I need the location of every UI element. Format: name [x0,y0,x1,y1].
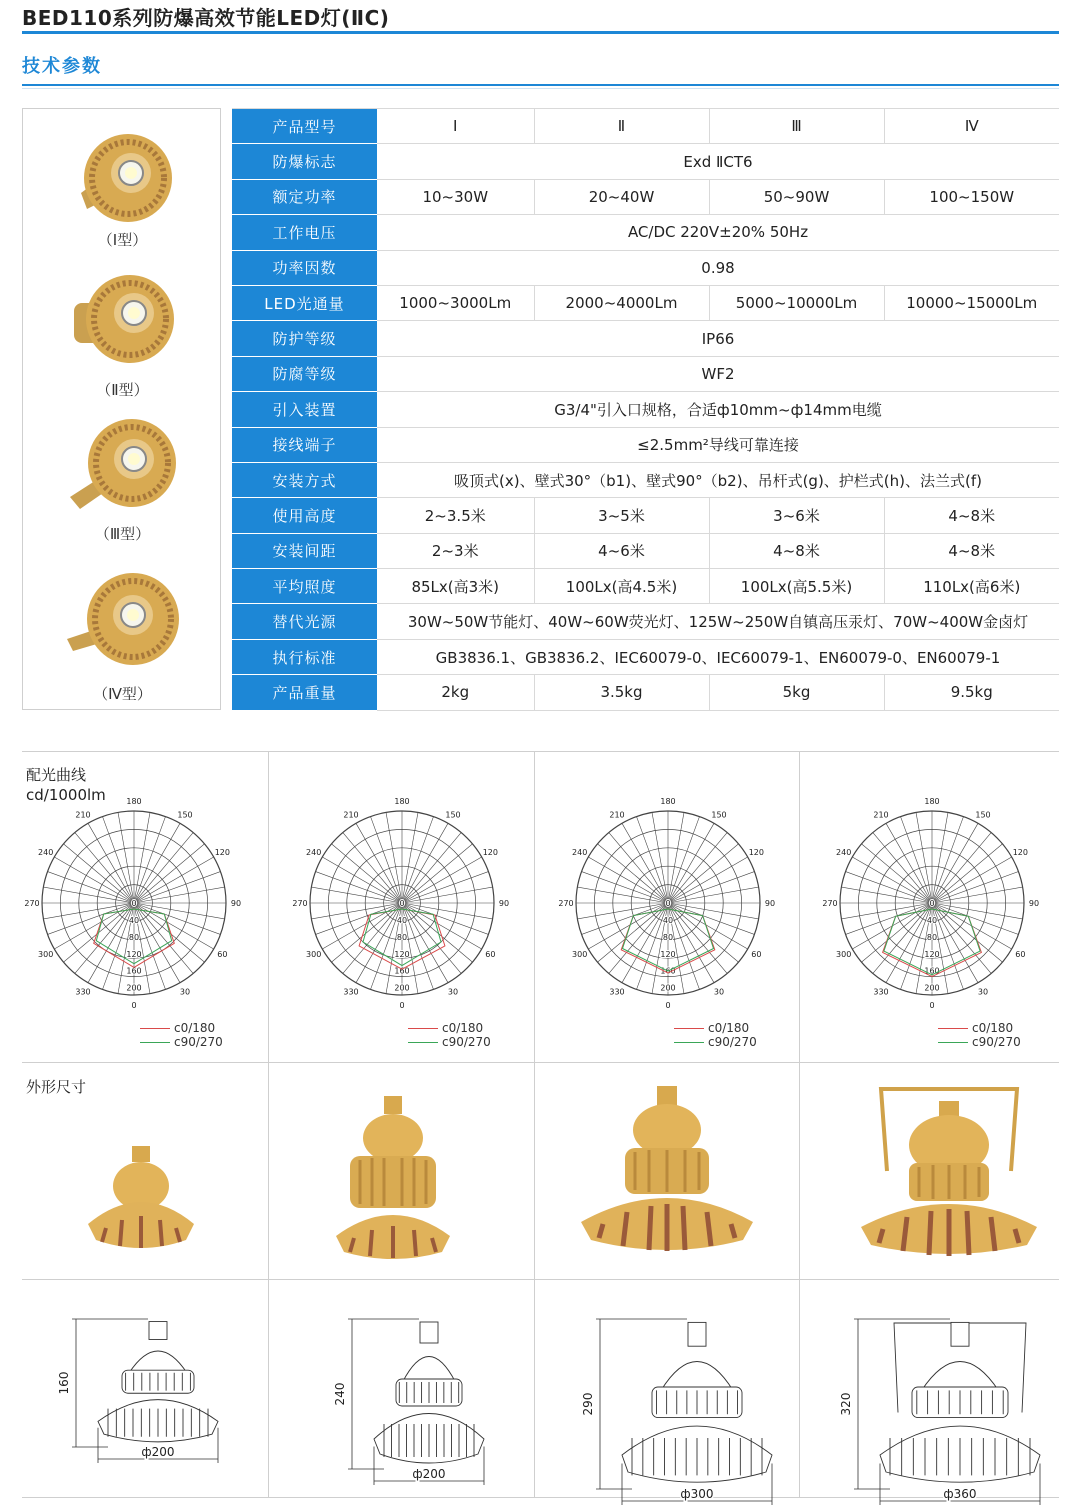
spec-cell: 5kg [709,675,884,710]
legend-swatch [938,1042,968,1043]
polar-chart-2 [292,797,512,1013]
polar-angle-label: 30 [713,987,725,997]
polar-angle-label: 30 [977,987,989,997]
dimension-drawing-3 [570,1291,795,1501]
polar-angle-label: 0 [131,1001,137,1010]
polar-angle-label: 30 [447,987,459,997]
spec-row-label: 引入装置 [232,392,377,427]
grid-rule-top [22,751,1059,752]
spec-row [232,498,1059,533]
polar-radial-label: 80 [396,932,408,942]
legend-row-c90 [938,1035,1021,1049]
polar-radial-label: 0 [399,899,405,908]
polar-angle-label: 150 [445,810,461,820]
polar-radial-label: 160 [394,966,410,976]
spec-cell: 50~90W [709,179,884,214]
polar-angle-label: 90 [1028,899,1040,908]
spec-cell: 110Lx(高6米) [884,569,1059,604]
polar-angle-label: 270 [24,899,40,908]
polar-radial-label: 120 [126,949,142,959]
polar-angle-label: 90 [764,899,776,908]
polar-radial-label: 40 [396,915,408,925]
polar-legend-2 [408,1021,491,1049]
polar-angle-label: 90 [498,899,510,908]
spec-row-label: 产品型号 [232,109,377,144]
polar-angle-label: 180 [924,797,940,806]
polar-radial-label: 80 [926,932,938,942]
spec-row-label: 工作电压 [232,215,377,250]
polar-angle-label: 120 [214,848,230,857]
legend-swatch [674,1042,704,1043]
polar-angle-label: 300 [572,950,588,959]
spec-cell: 20~40W [534,179,709,214]
grid-rule-bottom [22,1497,1059,1498]
spec-cell: 4~8米 [709,533,884,568]
spec-cell: 4~8米 [884,533,1059,568]
page-title: BED110系列防爆高效节能LED灯(ⅡC) [22,6,390,30]
legend-row-c90 [408,1035,491,1049]
polar-radial-label: 40 [662,915,674,925]
spec-cell: 10000~15000Lm [884,285,1059,320]
spec-cell: 4~8米 [884,498,1059,533]
spec-cell: Ⅰ [377,109,534,144]
legend-swatch [140,1042,170,1043]
polar-radial-label: 120 [660,949,676,959]
height-dimension-label: 320 [839,1392,853,1416]
legend-row-c0 [938,1021,1021,1035]
spec-row [232,427,1059,462]
polar-legend-1 [140,1021,223,1049]
polar-angle-label: 210 [343,810,359,820]
polar-radial-label: 80 [662,932,674,942]
polar-angle-label: 240 [572,848,588,857]
diameter-dimension-label: ф200 [141,1445,175,1459]
photometric-unit: cd/1000lm [26,786,106,804]
model-2-caption: （Ⅱ型） [96,381,149,399]
legend-row-c90 [140,1035,223,1049]
polar-radial-label: 40 [128,915,140,925]
legend-label: c90/270 [174,1035,223,1049]
model-images-panel [22,108,221,710]
height-dimension-label: 160 [57,1371,71,1395]
polar-chart-4 [822,797,1042,1013]
spec-row [232,675,1059,710]
legend-swatch [674,1028,704,1029]
spec-cell: 吸顶式(x)、壁式30°（b1)、壁式90°（b2)、吊杆式(g)、护栏式(h)、法兰式(f) [377,462,1059,497]
polar-radial-label: 160 [660,966,676,976]
spec-row-label: 执行标准 [232,639,377,674]
spec-cell: 2~3米 [377,533,534,568]
polar-radial-label: 160 [126,966,142,976]
spec-row-label: 产品重量 [232,675,377,710]
polar-radial-label: 200 [126,983,142,993]
polar-angle-label: 0 [929,1001,935,1010]
height-dimension-label: 290 [581,1392,595,1416]
dimension-drawing-2 [312,1291,512,1481]
polar-angle-label: 180 [660,797,676,806]
spec-row-label: 替代光源 [232,604,377,639]
dimension-drawing-4 [836,1291,1056,1501]
legend-swatch [140,1028,170,1029]
spec-row [232,321,1059,356]
lamp-outline [374,1322,484,1463]
polar-angle-label: 60 [751,950,762,959]
spec-row [232,569,1059,604]
polar-radial-label: 120 [924,949,940,959]
diameter-dimension-label: ф300 [680,1487,714,1501]
spec-cell: 100~150W [884,179,1059,214]
grid-col-rule-2 [534,751,535,1497]
polar-angle-label: 210 [873,810,889,820]
legend-row-c90 [674,1035,757,1049]
height-dimension-label: 240 [333,1382,347,1406]
spec-cell: G3/4"引入口规格，合适ф10mm~ф14mm电缆 [377,392,1059,427]
spec-row-label: 额定功率 [232,179,377,214]
model-1-caption: （Ⅰ型） [97,231,148,249]
polar-angle-label: 270 [558,899,574,908]
grid-col-rule-3 [799,751,800,1497]
polar-angle-label: 330 [873,987,889,997]
spec-cell: 5000~10000Lm [709,285,884,320]
polar-angle-label: 300 [306,950,322,959]
curves-and-dimensions-grid [22,751,1059,1499]
polar-angle-label: 330 [75,987,91,997]
polar-angle-label: 60 [217,950,228,959]
polar-angle-label: 150 [711,810,727,820]
polar-angle-label: 0 [399,1001,405,1010]
polar-angle-label: 0 [665,1001,671,1010]
legend-row-c0 [408,1021,491,1035]
polar-radial-label: 200 [394,983,410,993]
polar-angle-label: 270 [822,899,838,908]
polar-chart-1 [24,797,244,1013]
legend-label: c0/180 [174,1021,216,1035]
product-photo-2 [322,1096,462,1266]
polar-angle-label: 60 [1015,950,1026,959]
diameter-dimension-label: ф360 [943,1487,977,1501]
legend-label: c0/180 [972,1021,1014,1035]
spec-row [232,639,1059,674]
lamp-type-3-image [68,411,178,521]
lamp-outline [880,1322,1040,1482]
spec-cell: Ⅳ [884,109,1059,144]
polar-radial-label: 0 [929,899,935,908]
legend-label: c90/270 [972,1035,1021,1049]
lamp-type-4-image [63,563,183,681]
legend-label: c0/180 [442,1021,484,1035]
polar-angle-label: 150 [177,810,193,820]
dimension-drawing-1 [42,1291,242,1461]
spec-table [232,108,1059,711]
polar-radial-label: 0 [131,899,137,908]
polar-radial-label: 40 [926,915,938,925]
polar-angle-label: 300 [38,950,54,959]
polar-angle-label: 180 [126,797,142,806]
spec-cell: 100Lx(高4.5米) [534,569,709,604]
spec-row-label: 防爆标志 [232,144,377,179]
polar-angle-label: 240 [836,848,852,857]
section-divider-light [22,88,1059,89]
model-4 [23,563,222,704]
spec-cell: 4~6米 [534,533,709,568]
polar-angle-label: 150 [975,810,991,820]
lamp-type-2-image [68,267,178,377]
polar-chart-3 [558,797,778,1013]
model-2 [23,267,222,400]
model-4-caption: （Ⅳ型） [93,685,152,703]
polar-angle-label: 30 [179,987,191,997]
polar-angle-label: 120 [1012,848,1028,857]
polar-radial-label: 200 [924,983,940,993]
polar-angle-label: 60 [485,950,496,959]
spec-cell: AC/DC 220V±20% 50Hz [377,215,1059,250]
spec-row-label: LED光通量 [232,285,377,320]
spec-row-label: 防护等级 [232,321,377,356]
legend-row-c0 [140,1021,223,1035]
legend-row-c0 [674,1021,757,1035]
model-3-caption: （Ⅲ型） [94,525,151,543]
legend-swatch [408,1042,438,1043]
polar-angle-label: 240 [306,848,322,857]
polar-angle-label: 180 [394,797,410,806]
spec-cell: 30W~50W节能灯、40W~60W荧光灯、125W~250W自镇高压汞灯、70W~400W金卤灯 [377,604,1059,639]
spec-row [232,462,1059,497]
spec-cell: 100Lx(高5.5米) [709,569,884,604]
grid-rule-1 [22,1062,1059,1063]
spec-cell: 2000~4000Lm [534,285,709,320]
legend-label: c0/180 [708,1021,750,1035]
spec-row [232,250,1059,285]
spec-row [232,285,1059,320]
spec-row-label: 防腐等级 [232,356,377,391]
spec-cell: ≤2.5mm²导线可靠连接 [377,427,1059,462]
product-photo-4 [857,1081,1042,1266]
polar-angle-label: 240 [38,848,54,857]
spec-cell: Ⅲ [709,109,884,144]
spec-row-label: 功率因数 [232,250,377,285]
lamp-outline [98,1322,218,1442]
photometric-label: 配光曲线 [26,766,87,784]
spec-cell: 2~3.5米 [377,498,534,533]
product-photo-1 [82,1146,202,1261]
spec-row [232,109,1059,144]
spec-row-label: 安装方式 [232,462,377,497]
polar-angle-label: 210 [75,810,91,820]
grid-rule-2 [22,1279,1059,1280]
spec-cell: 10~30W [377,179,534,214]
polar-angle-label: 210 [609,810,625,820]
polar-legend-3 [674,1021,757,1049]
legend-swatch [408,1028,438,1029]
legend-swatch [938,1028,968,1029]
diameter-dimension-label: ф200 [412,1467,446,1481]
lamp-type-1-image [73,123,173,227]
spec-cell: GB3836.1、GB3836.2、IEC60079-0、IEC60079-1、EN60079-0、EN60079-1 [377,639,1059,674]
polar-legend-4 [938,1021,1021,1049]
spec-cell: 3~5米 [534,498,709,533]
spec-row [232,144,1059,179]
polar-angle-label: 330 [343,987,359,997]
spec-row [232,215,1059,250]
polar-angle-label: 90 [230,899,242,908]
grid-col-rule-1 [268,751,269,1497]
product-photo-3 [577,1086,757,1261]
spec-cell: 9.5kg [884,675,1059,710]
spec-row-label: 安装间距 [232,533,377,568]
polar-radial-label: 120 [394,949,410,959]
spec-row [232,179,1059,214]
spec-cell: IP66 [377,321,1059,356]
polar-angle-label: 330 [609,987,625,997]
polar-radial-label: 160 [924,966,940,976]
spec-cell: 3~6米 [709,498,884,533]
model-1 [23,123,222,250]
spec-cell: 0.98 [377,250,1059,285]
section-title: 技术参数 [22,56,102,77]
spec-cell: 1000~3000Lm [377,285,534,320]
polar-radial-label: 200 [660,983,676,993]
legend-label: c90/270 [708,1035,757,1049]
model-3 [23,411,222,544]
legend-label: c90/270 [442,1035,491,1049]
spec-cell: 2kg [377,675,534,710]
spec-row [232,533,1059,568]
spec-row [232,604,1059,639]
spec-cell: 85Lx(高3米) [377,569,534,604]
spec-cell: Ⅱ [534,109,709,144]
spec-row-label: 平均照度 [232,569,377,604]
dimensions-label: 外形尺寸 [26,1078,87,1096]
spec-row-label: 接线端子 [232,427,377,462]
section-divider [22,84,1059,86]
spec-row [232,392,1059,427]
spec-row-label: 使用高度 [232,498,377,533]
spec-row [232,356,1059,391]
polar-angle-label: 300 [836,950,852,959]
lamp-outline [622,1322,772,1482]
spec-cell: 3.5kg [534,675,709,710]
polar-radial-label: 80 [128,932,140,942]
polar-angle-label: 120 [748,848,764,857]
spec-cell: Exd ⅡCT6 [377,144,1059,179]
polar-angle-label: 270 [292,899,308,908]
polar-radial-label: 0 [665,899,671,908]
spec-cell: WF2 [377,356,1059,391]
title-divider [22,31,1059,34]
polar-angle-label: 120 [482,848,498,857]
